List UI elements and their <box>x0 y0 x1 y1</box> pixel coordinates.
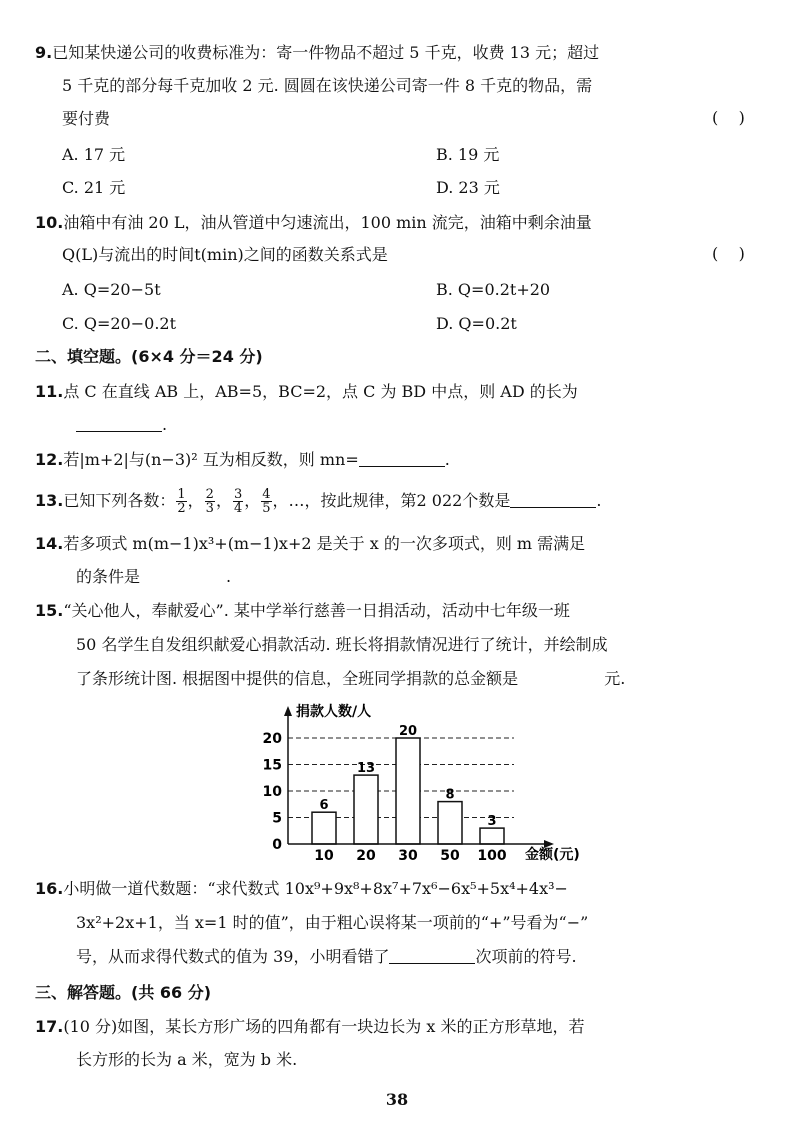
q9-answer-paren: ( ) <box>712 108 745 127</box>
q15-line3 <box>76 668 625 690</box>
q10-option-c: C. Q=20−0.2t <box>62 314 177 333</box>
q15-text-1: “关心他人，奉献爱心”. 某中学举行慈善一日捐活动，活动中七年级一班 <box>63 601 570 620</box>
q15-line1 <box>35 600 570 622</box>
q10-text-1: 油箱中有油 20 L，油从管道中匀速流出，100 min 流完，油箱中剩余油量 <box>63 213 592 232</box>
q11-answer-line <box>76 414 167 436</box>
q14-line2 <box>76 566 231 588</box>
q9-text-3: 要付费 <box>62 109 111 128</box>
q9-number: 9. <box>35 43 53 62</box>
fraction-numerator: 4 <box>262 487 271 502</box>
y-tick-label: 15 <box>262 757 282 774</box>
q17-text-1: (10 分)如图，某长方形广场的四角都有一块边长为 x 米的正方形草地，若 <box>63 1017 585 1036</box>
q10-number: 10. <box>35 213 64 232</box>
fraction-numerator: 3 <box>233 487 243 502</box>
q12-number: 12. <box>35 450 64 469</box>
q11-blank[interactable] <box>76 415 162 432</box>
q14-line1 <box>35 533 585 555</box>
fraction-denominator: 4 <box>233 501 243 516</box>
fraction-denominator: 2 <box>177 501 186 516</box>
bar <box>354 775 378 844</box>
q10-line1 <box>35 212 592 234</box>
bar-data-label: 6 <box>319 798 329 814</box>
q10-option-b: B. Q=0.2t+20 <box>436 280 551 299</box>
x-tick-label: 30 <box>398 848 418 864</box>
q9-option-b: B. 19 元 <box>436 145 500 164</box>
q12-text: 若|m+2|与(n−3)² 互为相反数，则 mn= <box>63 450 359 469</box>
q13-line: 13.已知下列各数： $\frac{1}{2}$ ， $\frac{2}{3}$ ， $\frac{3}{4}$ ， $\frac{4}{5}$ ，…，按此规律，第2 022个数是 . <box>35 487 602 516</box>
bar <box>480 828 504 844</box>
y-tick-label: 10 <box>262 784 282 800</box>
q11-line1 <box>35 381 578 403</box>
x-tick-label: 20 <box>356 848 376 864</box>
q9-option-d: D. 23 元 <box>436 178 500 197</box>
q14-text-1: 若多项式 m(m−1)x³+(m−1)x+2 是关于 x 的一次多项式，则 m 需满足 <box>63 534 586 553</box>
q16-text-1: 小明做一道代数题：“求代数式 10x⁹+9x⁸+8x⁷+7x⁶−6x⁵+5x⁴+4x³− <box>63 879 568 898</box>
x-tick-label: 50 <box>440 848 460 864</box>
bar-data-label: 3 <box>487 814 497 830</box>
q14-number: 14. <box>35 534 64 553</box>
donation-bar-chart <box>250 698 600 870</box>
q16-end: 次项前的符号. <box>475 947 577 966</box>
bar <box>438 802 462 844</box>
q16-text-2: 3x²+2x+1，当 x=1 时的值”，由于粗心误将某一项前的“+”号看为“−” <box>76 913 589 932</box>
q17-line1 <box>35 1016 584 1038</box>
q15-blank[interactable] <box>518 669 604 686</box>
q14-text-2: 的条件是 <box>76 567 141 586</box>
q14-blank[interactable] <box>140 567 226 584</box>
q17-number: 17. <box>35 1017 64 1036</box>
q9-option-c: C. 21 元 <box>62 178 126 197</box>
q12-end: . <box>444 450 450 469</box>
q17-text-2: 长方形的长为 a 米，宽为 b 米. <box>76 1050 298 1069</box>
q13-end: . <box>596 491 602 510</box>
q16-number: 16. <box>35 879 64 898</box>
q9-line1 <box>35 42 599 64</box>
fraction-denominator: 5 <box>262 501 271 516</box>
q15-text-3: 了条形统计图. 根据图中提供的信息，全班同学捐款的总金额是 <box>76 669 519 688</box>
chart-bars <box>312 724 504 844</box>
x-tick-label: 10 <box>314 848 334 864</box>
bar <box>396 738 420 844</box>
q14-end: . <box>226 567 232 586</box>
q13-fraction-2 <box>205 488 215 515</box>
q15-number: 15. <box>35 601 64 620</box>
q11-number: 11. <box>35 382 64 401</box>
fraction-denominator: 3 <box>205 501 214 516</box>
q11-end: . <box>162 415 168 434</box>
section-answer: 三、解答题。(共 66 分) <box>35 983 212 1002</box>
section-fill-in: 二、填空题。(6×4 分＝24 分) <box>35 347 263 366</box>
fraction-numerator: 2 <box>205 487 214 502</box>
y-tick-label: 5 <box>272 810 282 827</box>
q16-text-3: 号，从而求得代数式的值为 39，小明看错了 <box>76 947 390 966</box>
q10-option-d: D. Q=0.2t <box>436 314 517 333</box>
q11-text-1: 点 C 在直线 AB 上，AB=5，BC=2，点 C 为 BD 中点，则 AD 的长为 <box>63 382 578 401</box>
q16-line1 <box>35 878 568 900</box>
chart-xlabel: 金额(元) <box>525 847 580 863</box>
bar-data-label: 8 <box>445 787 455 803</box>
q13-blank[interactable] <box>510 491 596 508</box>
q10-answer-paren: ( ) <box>712 244 745 263</box>
q13-fraction-4 <box>261 488 271 515</box>
q16-line3 <box>76 946 577 968</box>
q15-text-2: 50 名学生自发组织献爱心捐款活动. 班长将捐款情况进行了统计，并绘制成 <box>76 635 608 654</box>
chart-ylabel: 捐款人数/人 <box>296 704 372 720</box>
q13-suffix: ，…，按此规律，第2 022个数是 <box>272 491 511 510</box>
q9-option-a: A. 17 元 <box>62 145 126 164</box>
y-tick-label: 0 <box>272 837 282 853</box>
q13-fraction-3 <box>233 488 243 515</box>
q15-end: 元. <box>604 669 626 688</box>
q16-blank[interactable] <box>389 947 475 964</box>
x-tick-label: 100 <box>477 848 507 864</box>
bar-data-label: 13 <box>356 761 376 777</box>
q13-number: 13. <box>35 491 64 510</box>
q13-prefix: 已知下列各数： <box>63 491 176 510</box>
q12-line <box>35 449 450 471</box>
q9-text-1: 已知某快递公司的收费标准为：寄一件物品不超过 5 千克，收费 13 元；超过 <box>52 43 600 62</box>
y-tick-label: 20 <box>262 731 282 747</box>
q13-fraction-1 <box>176 488 186 515</box>
y-axis-arrow <box>284 706 292 716</box>
q12-blank[interactable] <box>359 450 445 467</box>
q9-text-2: 5 千克的部分每千克加收 2 元. 圆圆在该快递公司寄一件 8 千克的物品，需 <box>62 76 593 95</box>
bar-data-label: 20 <box>398 724 418 739</box>
page-number: 38 <box>385 1090 409 1109</box>
fraction-numerator: 1 <box>177 487 186 502</box>
q10-option-a: A. Q=20−5t <box>62 280 161 299</box>
q10-text-2: Q(L)与流出的时间t(min)之间的函数关系式是 <box>62 245 388 264</box>
bar <box>312 812 336 844</box>
